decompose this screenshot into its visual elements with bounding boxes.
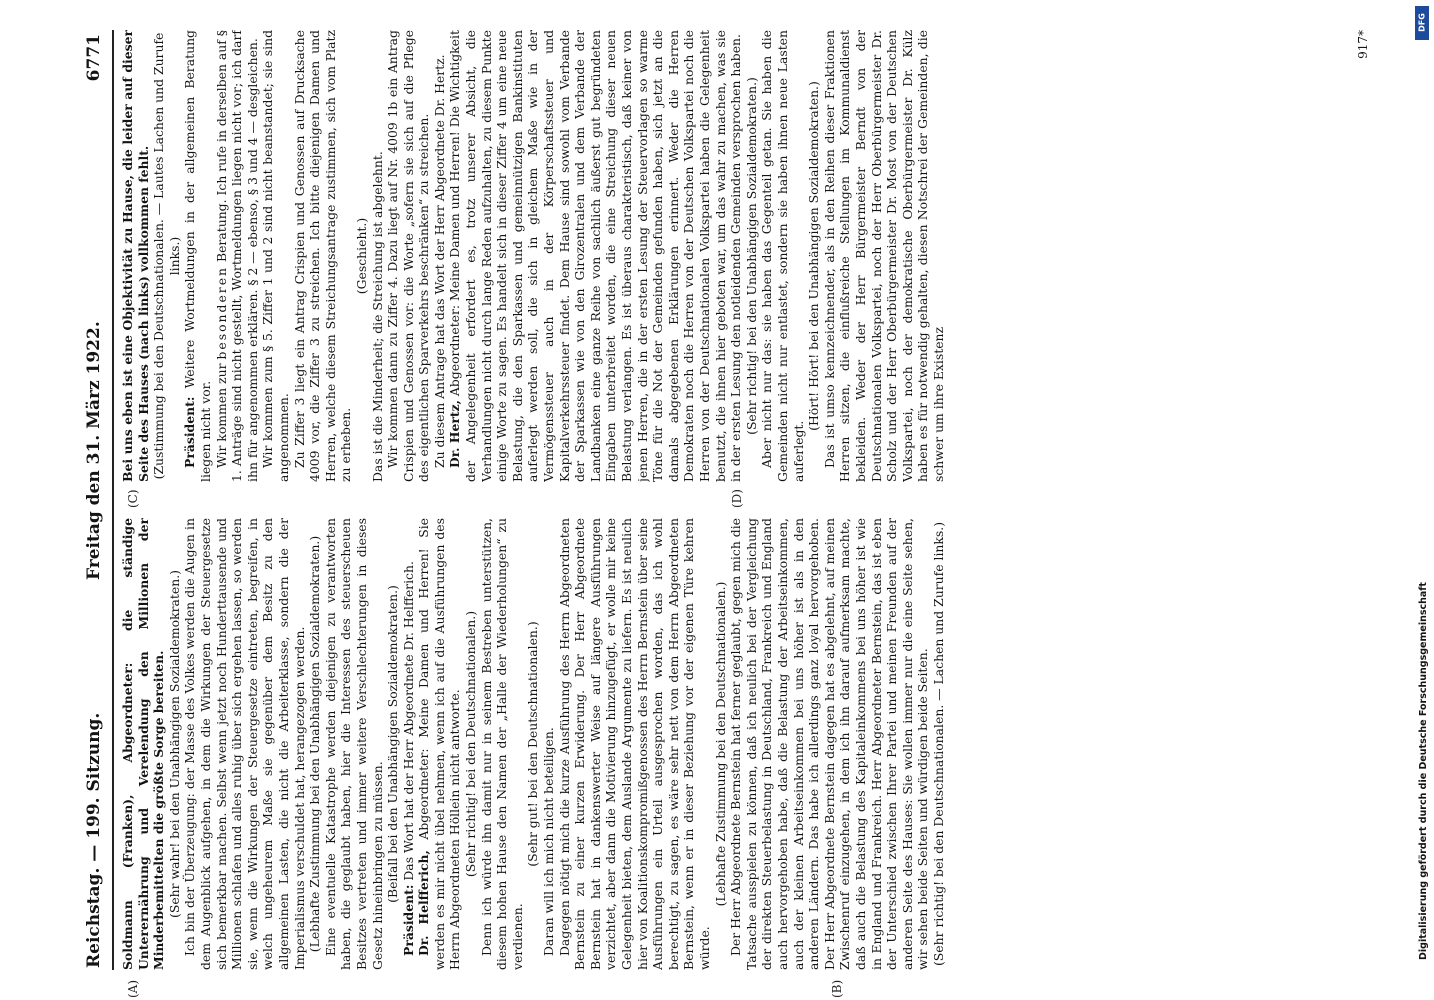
interjection: (Sehr richtig! bei den Deutschnationalen.) [463,610,479,878]
page-header [78,30,114,970]
margin-letter-c: (C) [126,489,140,508]
paragraph: Aber nicht nur das: sie haben das Gegenteil getan. Sie haben die Gemeinden nicht nur entlastet, sondern sie haben ihnen neue Lasten auferlegt. [759,30,806,482]
paragraph: Dagegen nötigt mich die kurze Ausführung des Herrn Abgeordneten Bernstein zu einer kurzen Erwiderung. Der Herr Abgeordnete Bernstein hat in dankenswerter Weise auf längere Ausführungen verzichtet, aber dann die Motivierung hinzugefügt, er wolle mir keine Gelegenheit bieten, dem Auslande Argumente zu liefern. Es ist neulich hier von Koalitionskompromißgenossen des Herrn Bernstein über seine Ausführungen ein Urteil ausgesprochen worden, das ich wohl berechtigt, zu sagen, es wäre sehr nett von dem Herrn Abgeordneten Bernstein, wenn er in dieser Beziehung vor der eigenen Türe kehren würde. [556,518,712,970]
paragraph: Das Wort hat der Herr Abgeordnete Dr. Helfferich. [400,561,416,881]
funding-sidebar [1410,0,1434,1000]
spaced-word: besonderen [213,265,229,360]
paragraph: Wir kommen zum § 5. Ziffer 1 und 2 sind nicht beanstandet; sie sind angenommen. [260,30,291,482]
text-column-right [120,30,1350,482]
paragraph: Das ist die Minderheit; die Streichung ist abgelehnt. [369,151,385,482]
speaker-name: Soldmann (Franken), Abgeordneter: [120,662,135,970]
paragraph: Das ist umso kennzeichnender, als in den Reihen dieser Fraktionen Herren sitzen, die einflußreiche Stellungen im Kommunaldienst bekleiden. Weder der Herr Bürgermeister Berndt von der Deutschnationalen Volkspartei, noch der Herr Oberbürgermeister Dr. Scholz und der Herr Oberbürgermeister Dr. Most von der Deutschen Volkspartei, noch der demokratische Oberbürgermeister Dr. Külz haben es für notwendig gehalten, diesen Notschrei der Gemeinden, die schwer um ihre Existenz [821,30,946,482]
paragraph: Meine Damen und Herren! Die Wichtigkeit der Angelegenheit erfordert es, trotz unserer Absicht, die Verhandlungen nicht durch lange Reden aufzuhalten, zu diesem Punkte einige Worte zu sagen. Es handelt sich in dieser Ziffer 4 um eine neue Belastung, die den Sparkassen und gemeinnützigen Bankinstituten auferlegt werden soll, die sich in gleichem Maße wie in der Vermögenssteuer auch in der Körperschaftssteuer und Kapitalverkehrssteuer findet. Dem Hause sind sowohl vom Verbande der Sparkassen wie von den Girozentralen und dem Verbande der Landbanken eine ganze Reihe von sachlich äußerst gut begründeten Eingaben unterbreitet worden, die eine Streichung dieser neuen Belastung verlangen. Es ist überaus charakteristisch, daß keiner von jenen Herren, die in der ersten Lesung der Steuervorlagen so warme Töne für die Not der Gemeinden gefunden haben, sich jetzt an die damals abgegebenen Erklärungen erinnert. Weder die Herren Demokraten noch die Herren von der Deutschen Volkspartei noch die Herren von der Deutschnationalen Volkspartei haben die Gelegenheit benutzt, die ihnen hier geboten war, um das wahr zu machen, was sie in der ersten Lesung den notleidenden Gemeinden versprochen haben. [447,30,744,482]
paragraph: Wir kommen zur [213,363,229,468]
speaker-name: Dr. Hertz, [447,400,463,468]
paragraph: Der Herr Abgeordnete Bernstein hat ferner geglaubt, gegen mich die Tatsache ausspielen zu können, daß ich neulich bei der Vergleichung der direkten Steuerbelastung in Deutschland, Frankreich und England auch hervorgehoben habe, daß die Belastung der Arbeitseinkommen, auch der kleinen Arbeitseinkommen bei uns höher ist als in den anderen Ländern. Das habe ich allerdings ganz loyal hervorgehoben. Der Herr Abgeordnete Bernstein dagegen hat es abgelehnt, auf meinen Zwischenruf einzugehen, in dem ich ihn darauf aufmerksam machte, daß auch die Belastung des Kapitaleinkommens bei uns höher ist wie in England und Frankreich. Herr Abgeordneter Bernstein, das ist eben der Unterschied zwischen Ihrer Partei und meinen Freunden auf der anderen Seite des Hauses: Sie wollen immer nur die eine Seite sehen, wir sehen beide Seiten und würdigen beide Seiten. [728,518,931,970]
speaker-name: Dr. Helfferich, [416,850,432,956]
dfg-logo: DFG [1415,6,1429,40]
paragraph: Weitere Wortmeldungen in der allgemeinen Beratung liegen nicht vor. [182,30,213,482]
speaker-role: Abgeordneter: [447,304,463,397]
interjection: (Lebhafte Zustimmung bei den Deutschnationalen.) [712,581,728,907]
paragraph: Zu diesem Antrage hat das Wort der Herr Abgeordnete Dr. Hertz. [431,54,447,468]
interjection: (Sehr richtig! bei den Unabhängigen Sozialdemokraten.) [743,77,759,435]
header-date: Freitag den 31. März 1922. [84,321,104,580]
paragraph: die ständige Unterernährung und Verelendung den Millionen der Minderbemittelten die größte Sorge bereiten. [120,518,167,970]
footer-signature: 917* [1356,30,1370,59]
paragraph: Wir kommen dann zu Ziffer 4. Dazu liegt auf Nr. 4009 1b ein Antrag Crispien und Genossen vor: die Worte „sofern sie sich auf die Pflege des eigentlichen Sparverkehrs beschränken“ zu streichen. [385,30,432,482]
president-label: Präsident: [182,396,198,468]
paragraph: Daran will ich mich nicht beteiligen. [541,727,557,956]
paragraph: Bei uns eben ist eine Objektivität zu Hause, die leider auf dieser Seite des Hauses (nach links) vollkommen fehlt. [120,30,151,482]
header-session: Reichstag. — 199. Sitzung. [84,712,104,968]
speaker-role: Abgeordneter: [416,748,432,840]
interjection: (Zustimmung bei den Deutschnationalen. — Lautes Lachen und Zurufe links.) [151,32,182,480]
paragraph: Meine Damen und Herren! Sie werden es mir nicht übel nehmen, wenn ich auf die Ausführungen des Herrn Abgeordneten Höllein nicht antworte. [416,518,463,970]
interjection: (Sehr richtig! bei den Deutschnationalen. — Lachen und Zurufe links.) [930,521,946,967]
interjection: (Hört! Hört! bei den Unabhängigen Sozialdemokraten.) [806,81,822,431]
interjection: (Lebhafte Zustimmung bei den Unabhängigen Sozialdemokraten.) [307,535,323,953]
margin-letter-d: (D) [730,489,744,508]
paragraph: Ich bin der Überzeugung: der Masse des Volkes werden die Augen in dem Augenblick aufgehen, in dem die Wirkungen der Steuergesetze sich bemerkbar machen. Selbst wenn jetzt noch Hunderttausende und Millionen schlafen und alles ruhig über sich ergehen lassen, so werden sie, wenn die Wirkungen der Steuergesetze eintreten, begreifen, in welch ungeheurem Maße sie gegenüber dem Besitz zu den allgemeinen Lasten, die nicht die Arbeiterklasse, sondern die der Imperialismus verschuldet hat, herangezogen werden. [182,518,307,970]
interjection: (Beifall bei den Unabhängigen Sozialdemokraten.) [385,585,401,903]
paragraph: Eine eventuelle Katastrophe werden diejenigen zu verantworten haben, die geglaubt haben, hier die Interessen des steuerscheuen Besitzes vertreten und immer weitere Verschlechterungen in dieses Gesetz hineinbringen zu müssen. [322,518,385,970]
interjection: (Sehr gut! bei den Deutschnationalen.) [525,621,541,867]
interjection: (Geschieht.) [353,217,369,295]
margin-letter-b: (B) [830,979,844,998]
interjection: (Sehr wahr! bei den Unabhängigen Sozialdemokraten.) [166,570,182,918]
header-page-number: 6771 [84,34,104,82]
paragraph: Beratung. Ich rufe in derselben auf § 1. Anträge sind nicht gestellt, Wortmeldungen liegen nicht vor; ich darf ihn für angenommen erklären. § 2 — ebenso, § 3 und 4 — desgleichen. [213,30,260,482]
paragraph: Zu Ziffer 3 liegt ein Antrag Crispien und Genossen auf Drucksache 4009 vor, die Ziffer 3 zu streichen. Ich bitte diejenigen Damen und Herren, welche diesem Streichungsantrage zustimmen, sich vom Platz zu erheben. [291,30,354,482]
newspaper-page [70,30,1370,998]
paragraph: Denn ich würde ihn damit nur in seinem Bestreben unterstützen, diesem hohen Hause den Namen der „Halle der Wiederholungen“ zu verdienen. [478,518,525,970]
margin-letter-a: (A) [126,979,140,998]
funding-notice: Digitalisierung gefördert durch die Deutsche Forschungsgemeinschaft [1418,582,1429,960]
text-column-left [120,518,1350,970]
president-label: Präsident: [400,884,416,956]
